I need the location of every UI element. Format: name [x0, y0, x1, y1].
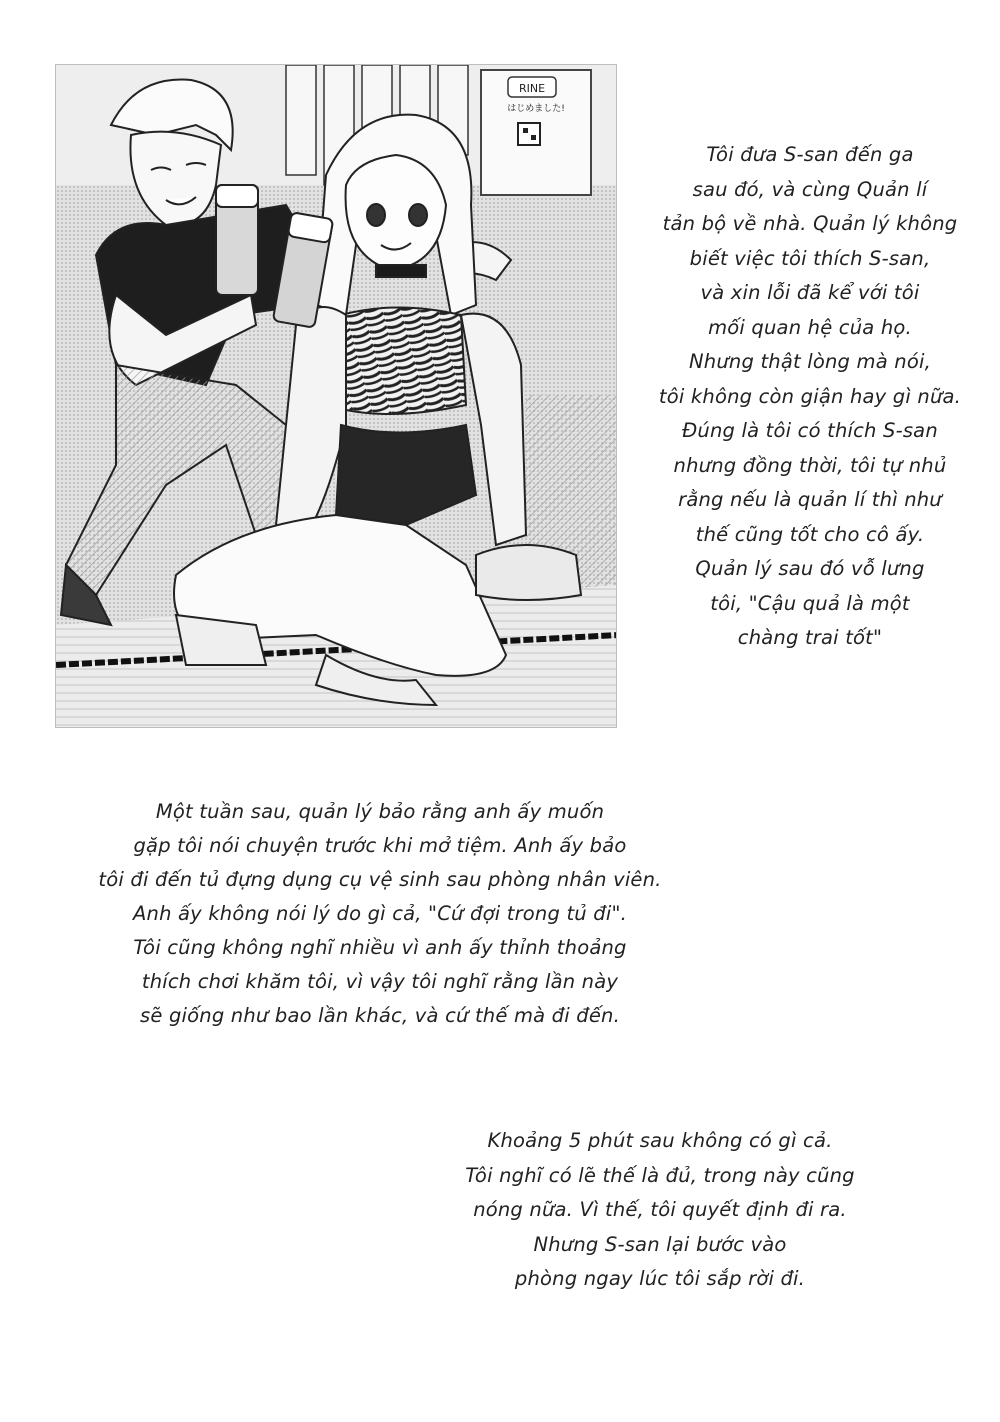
- narration-line: Đúng là tôi có thích S-san: [682, 419, 938, 442]
- narration-line: nóng nữa. Vì thế, tôi quyết định đi ra.: [473, 1198, 847, 1221]
- narration-line: Một tuần sau, quản lý bảo rằng anh ấy muốn: [155, 800, 605, 823]
- rine-sign: [481, 70, 591, 195]
- narration-line: và xin lỗi đã kể với tôi: [700, 281, 920, 304]
- narration-line: rằng nếu là quản lí thì như: [678, 488, 942, 511]
- narration-paragraph-bottom: [420, 1124, 900, 1297]
- narration-line: tôi không còn giận hay gì nữa.: [658, 384, 962, 408]
- narration-line: chàng trai tốt": [737, 626, 883, 649]
- narration-line: Nhưng thật lòng mà nói,: [689, 350, 931, 373]
- narration-line: sẽ giống như bao lần khác, và cứ thế mà đi đến.: [139, 1004, 621, 1027]
- narration-line: Tôi nghĩ có lẽ thế là đủ, trong này cũng: [465, 1163, 855, 1187]
- narration-line: Khoảng 5 phút sau không có gì cả.: [487, 1129, 833, 1152]
- narration-line: thích chơi khăm tôi, vì vậy tôi nghĩ rằng lần này: [141, 970, 619, 993]
- narration-line: thế cũng tốt cho cô ấy.: [695, 522, 925, 546]
- narration-line: Nhưng S-san lại bước vào: [533, 1232, 787, 1256]
- narration-line: tôi, "Cậu quả là một: [710, 591, 910, 615]
- narration-line: Tôi đưa S-san đến ga: [706, 143, 914, 166]
- narration-line: Quản lý sau đó vỗ lưng: [695, 557, 925, 580]
- narration-line: phòng ngay lúc tôi sắp rời đi.: [514, 1267, 806, 1290]
- narration-line: nhưng đồng thời, tôi tự nhủ: [673, 453, 947, 477]
- narration-line: tản bộ về nhà. Quản lý không: [662, 212, 958, 235]
- narration-line: mối quan hệ của họ.: [708, 315, 912, 339]
- manga-illustration-panel: [55, 64, 617, 728]
- manga-illustration: [56, 65, 617, 728]
- narration-line: gặp tôi nói chuyện trước khi mở tiệm. Anh ấy bảo: [133, 834, 627, 857]
- narration-line: Tôi cũng không nghĩ nhiều vì anh ấy thỉnh thoảng: [133, 936, 627, 959]
- narration-paragraph-right: [640, 138, 980, 656]
- narration-line: tôi đi đến tủ đựng dụng cụ vệ sinh sau phòng nhân viên.: [98, 868, 662, 891]
- narration-paragraph-middle: [40, 795, 720, 1033]
- narration-line: Anh ấy không nói lý do gì cả, "Cứ đợi trong tủ đi".: [132, 902, 628, 925]
- narration-line: sau đó, và cùng Quản lí: [692, 177, 928, 201]
- rine-sign-subtext: はじめました!: [507, 104, 565, 114]
- narration-line: biết việc tôi thích S-san,: [689, 246, 931, 270]
- rine-sign-label: RINE: [518, 82, 546, 95]
